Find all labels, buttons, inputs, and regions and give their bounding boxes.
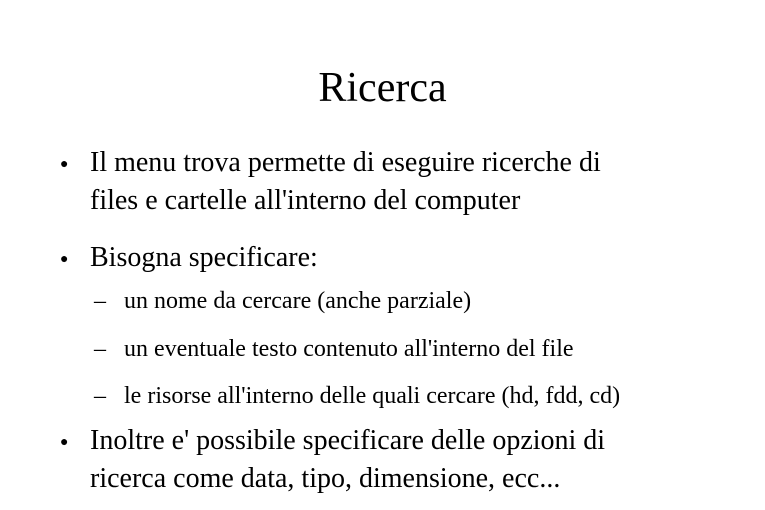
bullet-3-line-1: Inoltre e' possibile specificare delle opzioni di [90, 425, 606, 456]
dash-icon: – [94, 288, 106, 314]
dash-icon: – [94, 383, 106, 409]
slide-title: Ricerca [318, 65, 447, 111]
bullet-1-line-2: files e cartelle all'interno del computer [90, 185, 521, 216]
dash-icon: – [94, 336, 106, 362]
bullet-3-line-2: ricerca come data, tipo, dimensione, ecc... [90, 463, 561, 494]
bullet-icon: ● [60, 435, 69, 450]
subitem-1: un nome da cercare (anche parziale) [124, 288, 472, 314]
bullet-1-line-1: Il menu trova permette di eseguire ricerche di [90, 147, 601, 178]
bullet-icon: ● [60, 157, 69, 172]
bullet-2-line-1: Bisogna specificare: [90, 242, 318, 273]
subitem-2: un eventuale testo contenuto all'interno del file [124, 336, 574, 362]
subitem-3: le risorse all'interno delle quali cercare (hd, fdd, cd) [124, 383, 621, 409]
bullet-icon: ● [60, 252, 69, 267]
